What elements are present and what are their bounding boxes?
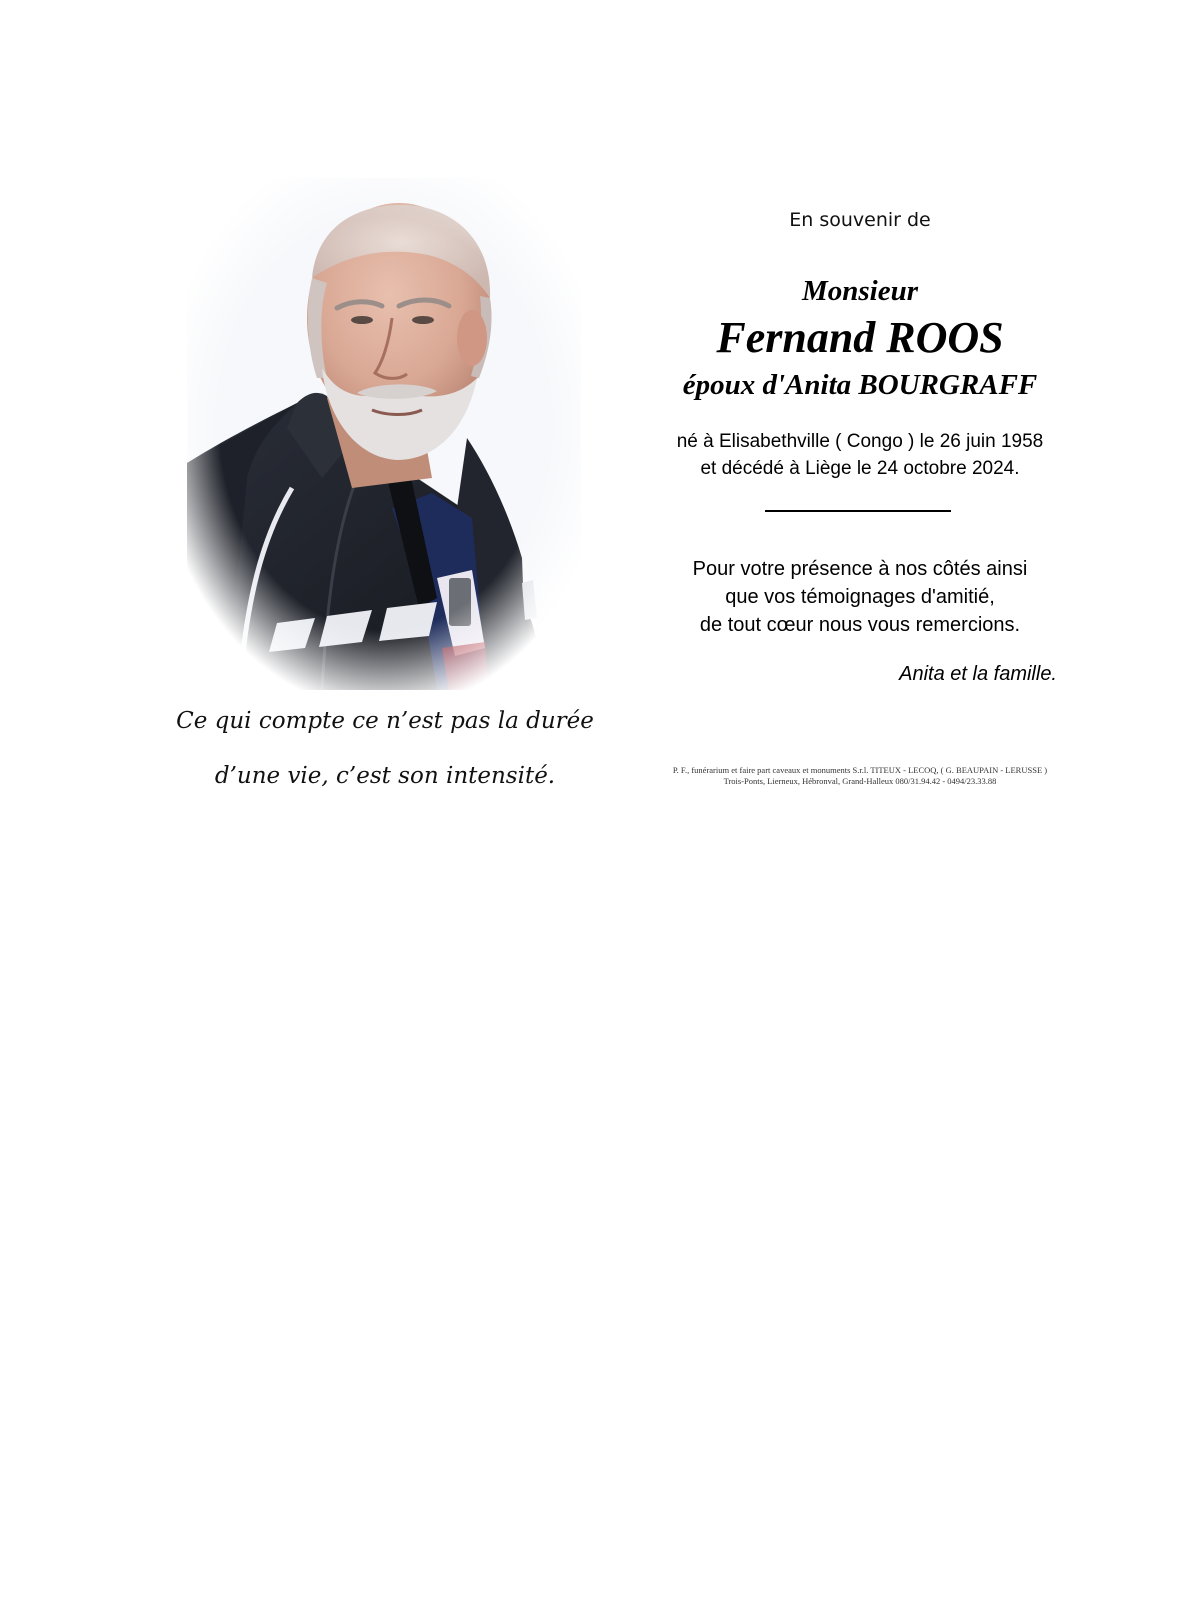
signature: Anita et la famille. bbox=[899, 663, 1057, 685]
thanks-line-1: Pour votre présence à nos côtés ainsi bbox=[692, 558, 1028, 580]
portrait-photo bbox=[187, 178, 581, 690]
thanks-line-2: que vos témoignages d'amitié, bbox=[725, 586, 995, 608]
footer-line-1: P. F., funérarium et faire part caveaux et monuments S.r.l. TITEUX - LECOQ, ( G. BEAUPAIN - LERUSSE ) bbox=[672, 765, 1048, 775]
honorific: Monsieur bbox=[801, 275, 919, 307]
thanks-message bbox=[610, 555, 1110, 639]
funeral-home-footer bbox=[640, 765, 1080, 787]
death-line: et décédé à Liège le 24 octobre 2024. bbox=[700, 458, 1020, 479]
quote-line-1: Ce qui compte ce n’est pas la durée bbox=[176, 708, 594, 734]
spouse-line: époux d'Anita BOURGRAFF bbox=[682, 369, 1038, 401]
birth-line: né à Elisabethville ( Congo ) le 26 juin 1958 bbox=[676, 431, 1044, 452]
footer-line-2: Trois-Ponts, Lierneux, Hébronval, Grand-Halleux 080/31.94.42 - 0494/23.33.88 bbox=[723, 776, 997, 786]
intro-text: En souvenir de bbox=[789, 209, 931, 231]
divider-line bbox=[765, 510, 951, 512]
thanks-line-3: de tout cœur nous vous remercions. bbox=[699, 614, 1021, 636]
quote-line-2: d’une vie, c’est son intensité. bbox=[214, 763, 556, 789]
life-dates bbox=[610, 428, 1110, 482]
deceased-name: Fernand ROOS bbox=[716, 313, 1004, 362]
